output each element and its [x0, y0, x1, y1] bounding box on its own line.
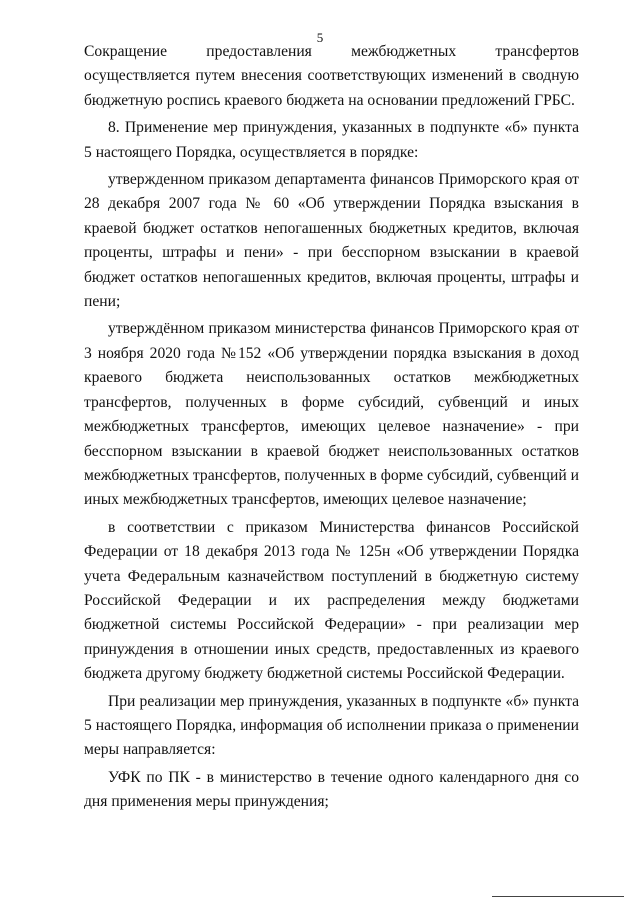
page-number: 5 [316, 30, 324, 45]
bottom-rule [492, 896, 624, 897]
paragraph-order-152: утверждённом приказом министерства финансов Приморского края от 3 ноября 2020 года №152 «Об утверждении порядка взыскания в доход краевого бюджета неиспользованных остатков межбюджетных трансфертов, полученных в форме субсидий, субвенций и иных межбюджетных трансфертов, имеющих целевое назначение» - при бесспорном взыскании в краевой бюджет неиспользованных остатков межбюджетных трансфертов, полученных в форме субсидий, субвенций и иных межбюджетных трансфертов, имеющих целевое назначение; [84, 320, 579, 509]
paragraph-order-125n: в соответствии с приказом Министерства финансов Российской Федерации от 18 декабря 2013 года № 125н «Об утверждении Порядка учета Федеральным казначейством поступлений в бюджетную систему Российской Федерации и их распределения между бюджетами бюджетной системы Российской Федерации» - при реализации мер принуждения в отношении иных средств, предоставленных из краевого бюджета другому бюджету бюджетной системы Российской Федерации. [84, 518, 579, 683]
paragraph-order-60: утвержденном приказом департамента финансов Приморского края от 28 декабря 2007 года № 60 «Об утверждении Порядка взыскания в краевой бюджет остатков непогашенных бюджетных кредитов, включая проценты, штрафы и пени» - при бесспорном взыскании в краевой бюджет остатков непогашенных кредитов, включая проценты, штрафы и пени; [84, 171, 579, 311]
paragraph-item-8: 8. Применение мер принуждения, указанных в подпункте «б» пункта 5 настоящего Порядка, осуществляется в порядке: [84, 119, 579, 161]
paragraph-ufk: УФК по ПК - в министерство в течение одного календарного дня со дня применения меры принуждения; [84, 768, 579, 811]
document-body [84, 40, 579, 818]
paragraph-transfer-reduction: Сокращение предоставления межбюджетных трансфертов осуществляется путем внесения соответствующих изменений в сводную бюджетную роспись краевого бюджета на основании предложений ГРБС. [84, 43, 579, 109]
paragraph-enforcement-info: При реализации мер принуждения, указанных в подпункте «б» пункта 5 настоящего Порядка, информация об исполнении приказа о применении меры направляется: [84, 692, 579, 759]
